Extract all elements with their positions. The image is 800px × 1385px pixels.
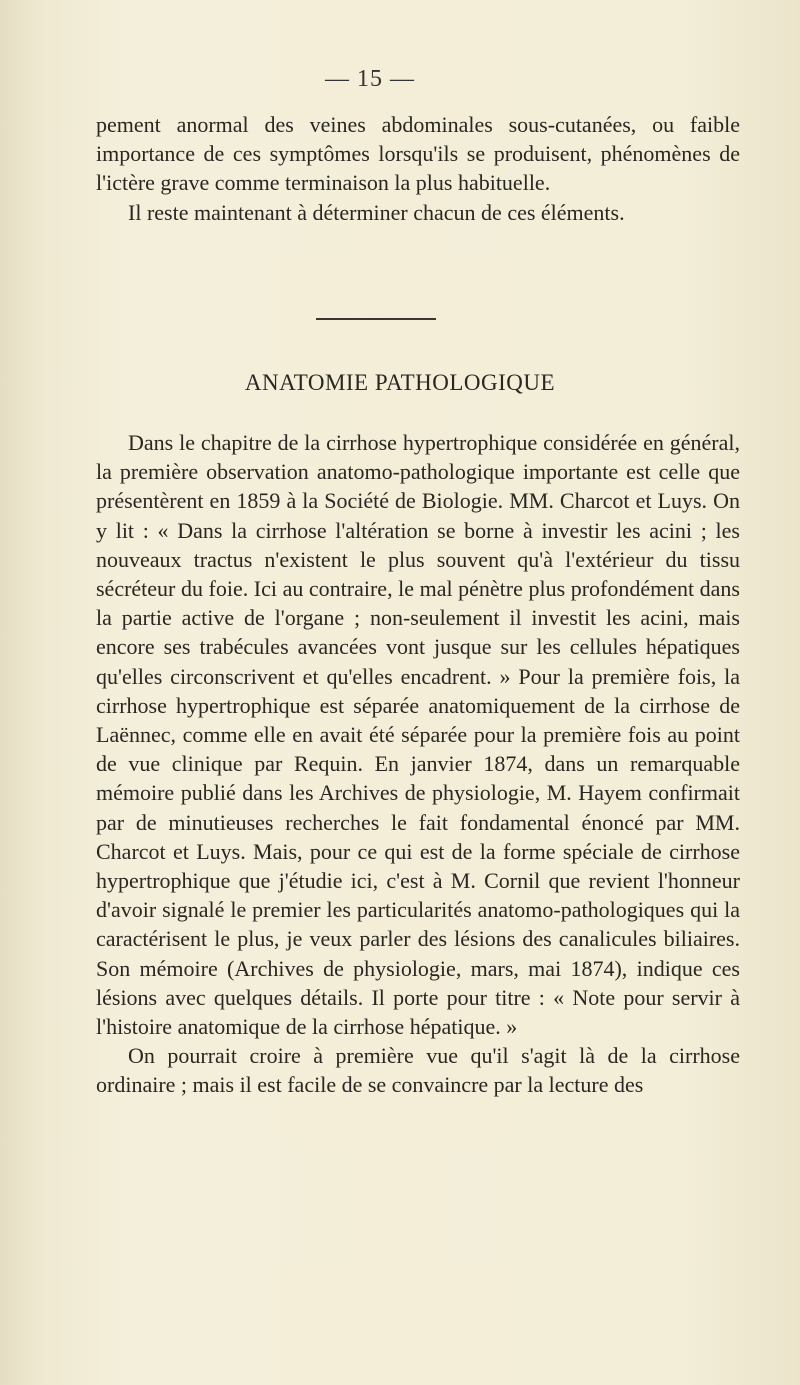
intro-paragraph-2: Il reste maintenant à déterminer chacun de ces éléments. (128, 199, 625, 225)
section-divider (316, 318, 436, 320)
intro-text (96, 110, 740, 227)
body-paragraph-2: On pourrait croire à première vue qu'il s'agit là de la cirrhose ordinaire ; mais il est facile de se convaincre par la lecture des (96, 1043, 740, 1098)
body-paragraph-1: Dans le chapitre de la cirrhose hypertrophique considérée en général, la première observation anatomo-pathologique importante est celle que présentèrent en 1859 à la Société de Biologie. MM. Charcot et Luys. On y lit : « Dans la cirrhose l'altération se borne à investir les acini ; les nouveaux tractus n'existent le plus souvent qu'à l'extérieur du tissu sécréteur du foie. Ici au contraire, le mal pénètre plus profondément dans la partie active de l'organe ; non-seulement il investit les acini, mais encore ses trabécules avancées vont jusque sur les cellules hépatiques qu'elles circonscrivent et qu'elles encadrent. » Pour la première fois, la cirrhose hypertrophique est séparée anatomiquement de la cirrhose de Laënnec, comme elle en avait été séparée pour la première fois au point de vue clinique par Requin. En janvier 1874, dans un remarquable mémoire publié dans les Archives de physiologie, M. Hayem confirmait par de minutieuses recherches le fait fondamental énoncé par MM. Charcot et Luys. Mais, pour ce qui est de la forme spéciale de cirrhose hypertrophique que j'étudie ici, c'est à M. Cornil que revient l'honneur d'avoir signalé le premier les particularités anatomo-pathologiques qui la caractérisent le plus, je veux parler des lésions des canalicules biliaires. Son mémoire (Archives de physiologie, mars, mai 1874), indique ces lésions avec quelques détails. Il porte pour titre : « Note pour servir à l'histoire anatomique de la cirrhose hépatique. » (96, 430, 740, 1040)
page-number: — 15 — (325, 66, 415, 92)
intro-paragraph-1: pement anormal des veines abdominales sous-cutanées, ou faible importance de ces symptômes lorsqu'ils se produisent, phénomènes de l'ictère grave comme terminaison la plus habituelle. (96, 112, 740, 196)
section-heading: ANATOMIE PATHOLOGIQUE (244, 370, 556, 395)
body-text (96, 428, 740, 1100)
